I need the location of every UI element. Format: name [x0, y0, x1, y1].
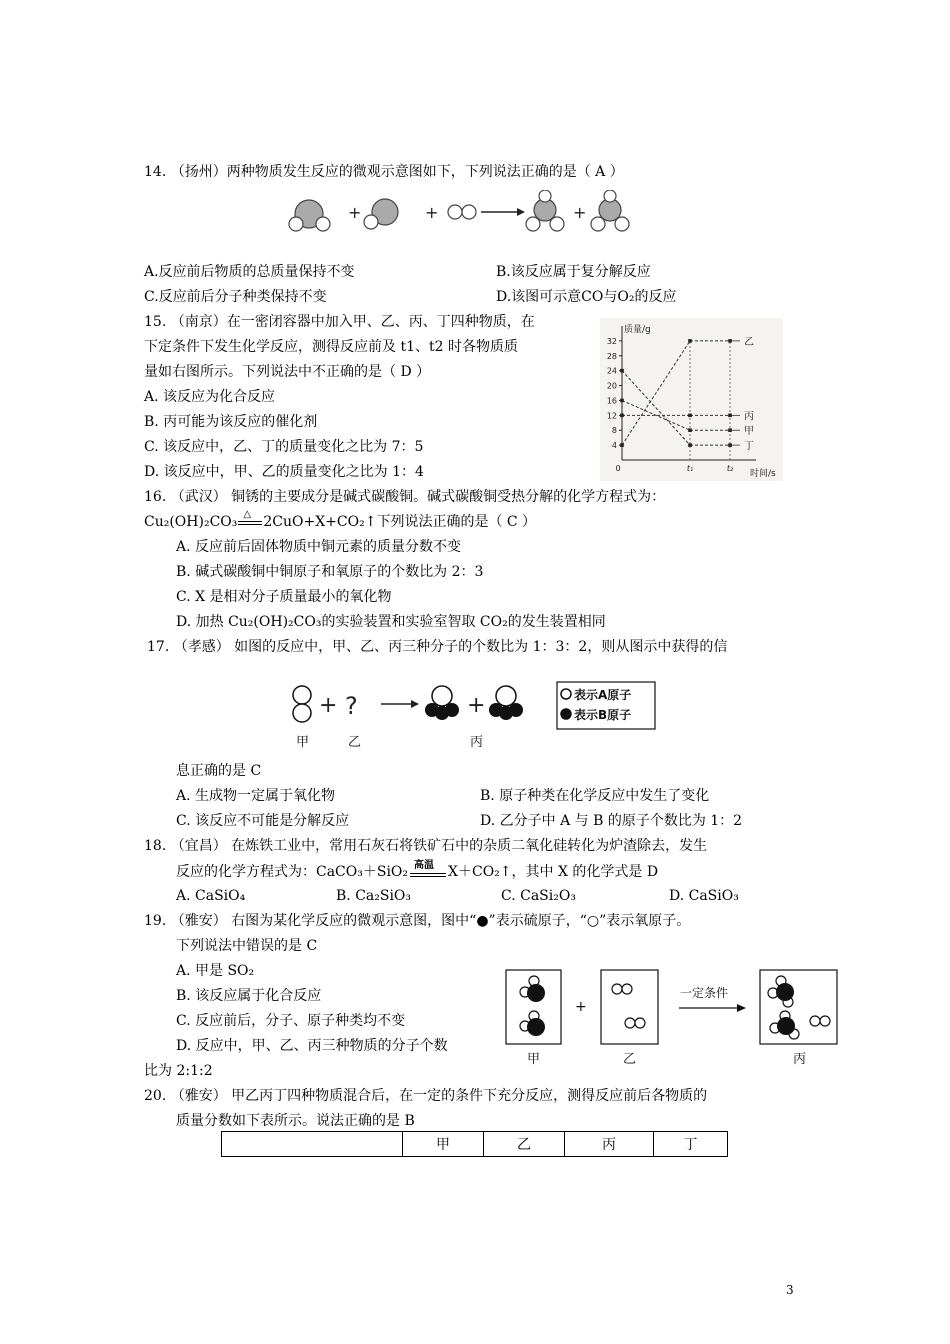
svg-text:+: +: [573, 203, 587, 222]
series-label-丙: 丙: [744, 411, 754, 423]
x-tick-label: t₂: [726, 464, 734, 473]
data-point-乙: [688, 339, 692, 343]
y-tick-label: 4: [611, 441, 617, 451]
y-tick-label: 24: [606, 366, 617, 376]
data-point-丁: [688, 443, 692, 447]
q18-equation-sign: [408, 862, 448, 882]
q19-stem-1: 19. （雅安） 右图为某化学反应的微观示意图，图中“●”表示硫原子，“○”表示氧原子。: [144, 913, 691, 929]
q17-stem: 17. （孝感） 如图的反应中，甲、乙、丙三种分子的个数比为 1：3：2，则从图示中获得的信: [147, 639, 728, 655]
q14-option-a: A.反应前后物质的总质量保持不变: [144, 264, 355, 280]
q20-table: [221, 1131, 728, 1157]
q19-option-d: D. 反应中，甲、乙、丙三种物质的分子个数: [176, 1038, 448, 1054]
q15-stem-2: 下定条件下发生化学反应，测得反应前及 t1、t2 时各物质质: [144, 339, 518, 355]
series-line-丁: [622, 371, 690, 445]
q17-legend-b: 表示B原子: [574, 708, 632, 722]
table-header-cell: 丙: [565, 1132, 654, 1157]
x-tick-label: 0: [615, 464, 621, 473]
q14-option-d: D.该图可示意CO与O₂的反应: [496, 289, 677, 305]
q15-option-d: D. 该反应中，甲、乙的质量变化之比为 1：4: [144, 464, 424, 480]
q16-equation-right: 2CuO+X+CO₂↑下列说法正确的是（ C ）: [263, 514, 537, 530]
svg-text:+: +: [467, 693, 486, 718]
q19-label-bing: 丙: [793, 1052, 807, 1067]
q19-option-c: C. 反应前后，分子、原子种类均不变: [176, 1013, 406, 1029]
q15-option-b: B. 丙可能为该反应的催化剂: [144, 414, 318, 430]
q19-label-jia: 甲: [527, 1052, 541, 1067]
q14-option-b: B.该反应属于复分解反应: [496, 264, 651, 280]
q17-option-b: B. 原子种类在化学反应中发生了变化: [480, 788, 710, 804]
q16-equation-sign: [237, 509, 263, 532]
data-point-丙: [688, 414, 692, 418]
data-point-丁: [620, 369, 624, 373]
q18-stem-1: 18. （宜昌） 在炼铁工业中，常用石灰石将铁矿石中的杂质二氧化硅转化为炉渣除去，发生: [144, 838, 708, 854]
q19-option-a: A. 甲是 SO₂: [176, 963, 255, 979]
q15-option-a: A. 该反应为化合反应: [144, 389, 276, 405]
q18-equation-right: X＋CO₂↑，其中 X 的化学式是 D: [448, 864, 659, 880]
q16-equation: [144, 509, 537, 532]
series-line-乙: [622, 341, 690, 445]
q18-condition: 高温: [414, 860, 435, 871]
q19-tail: 比为 2:1:2: [144, 1063, 213, 1079]
table-header-cell: 丁: [654, 1132, 728, 1157]
q19-stem-2: 下列说法中错误的是 C: [176, 938, 318, 954]
q15-stem-3: 量如右图所示。下列说法中不正确的是（ D ）: [144, 364, 431, 380]
q16-heat-icon: △: [243, 509, 252, 520]
series-label-乙: 乙: [744, 336, 754, 348]
chart-ylabel: 质量/g: [624, 325, 651, 335]
q18-option-d: D. CaSiO₃: [669, 888, 739, 904]
data-point-丙: [728, 414, 732, 418]
svg-text:+: +: [425, 203, 439, 222]
table-header-cell: 乙: [484, 1132, 565, 1157]
q20-stem-1: 20. （雅安） 甲乙丙丁四种物质混合后，在一定的条件下充分反应，测得反应前后各物质的: [144, 1088, 708, 1104]
q17-legend-a: 表示A原子: [574, 688, 632, 702]
q19-label-yi: 乙: [623, 1052, 637, 1067]
q17-label-yi: 乙: [348, 735, 362, 750]
table-row: [222, 1132, 728, 1157]
y-tick-label: 32: [606, 336, 617, 346]
q14-stem: 14. （扬州）两种物质发生反应的微观示意图如下，下列说法正确的是（ A ）: [144, 164, 624, 180]
q16-option-d: D. 加热 Cu₂(OH)₂CO₃的实验装置和实验室智取 CO₂的发生装置相同: [176, 614, 606, 630]
data-point-乙: [620, 443, 624, 447]
y-tick-label: 20: [606, 381, 617, 391]
q18-equation-left: 反应的化学方程式为：CaCO₃＋SiO₂: [176, 864, 409, 880]
table-header-cell: 甲: [403, 1132, 484, 1157]
q17-label-jia: 甲: [296, 735, 310, 750]
series-label-甲: 甲: [744, 426, 754, 438]
page-number: 3: [786, 1283, 794, 1297]
data-point-甲: [728, 428, 732, 432]
q15-option-c: C. 该反应中，乙、丁的质量变化之比为 7：5: [144, 439, 424, 455]
y-tick-label: 28: [606, 351, 617, 361]
data-point-甲: [620, 399, 624, 403]
q19-option-b: B. 该反应属于化合反应: [176, 988, 322, 1004]
y-tick-label: 8: [611, 426, 617, 436]
q14-option-c: C.反应前后分子种类保持不变: [144, 289, 327, 305]
q16-option-c: C. X 是相对分子质量最小的氧化物: [176, 589, 392, 605]
q17-reaction-diagram: [285, 680, 665, 752]
data-point-甲: [688, 428, 692, 432]
q16-option-b: B. 碱式碳酸铜中铜原子和氧原子的个数比为 2：3: [176, 564, 484, 580]
chart-xlabel: 时间/s: [750, 469, 776, 479]
data-point-丁: [728, 443, 732, 447]
q17-option-d: D. 乙分子中 A 与 B 的原子个数比为 1：2: [480, 813, 743, 829]
y-tick-label: 12: [606, 411, 617, 421]
q15-mass-chart: [600, 318, 783, 481]
q17-label-bing: 丙: [470, 735, 484, 750]
q17-option-a: A. 生成物一定属于氧化物: [176, 788, 336, 804]
y-tick-label: 16: [606, 396, 617, 406]
q16-stem: 16. （武汉） 铜锈的主要成分是碱式碳酸铜。碱式碳酸铜受热分解的化学方程式为：: [144, 489, 666, 505]
q19-condition: 一定条件: [680, 986, 729, 1000]
q18-option-b: B. Ca₂SiO₃: [336, 888, 412, 904]
q18-option-a: A. CaSiO₄: [176, 888, 246, 904]
q19-reaction-diagram: [505, 965, 840, 1070]
q17-question-mark: ?: [345, 692, 358, 720]
q18-equation: [176, 862, 658, 882]
q18-option-c: C. CaSi₂O₃: [501, 888, 576, 904]
x-tick-label: t₁: [686, 464, 694, 473]
data-point-丙: [620, 414, 624, 418]
q15-stem-1: 15. （南京）在一密闭容器中加入甲、乙、丙、丁四种物质，在: [144, 314, 535, 330]
q14-molecule-diagram: [255, 190, 635, 240]
svg-text:+: +: [348, 203, 362, 222]
svg-text:+: +: [319, 693, 338, 718]
q16-equation-left: Cu₂(OH)₂CO₃: [144, 514, 238, 530]
q20-stem-2: 质量分数如下表所示。说法正确的是 B: [176, 1113, 415, 1129]
q17-stem-2: 息正确的是 C: [176, 763, 262, 779]
svg-text:+: +: [575, 999, 587, 1015]
q16-option-a: A. 反应前后固体物质中铜元素的质量分数不变: [176, 539, 462, 555]
table-header-cell: [222, 1132, 403, 1157]
series-label-丁: 丁: [744, 441, 754, 453]
data-point-乙: [728, 339, 732, 343]
q17-option-c: C. 该反应不可能是分解反应: [176, 813, 350, 829]
